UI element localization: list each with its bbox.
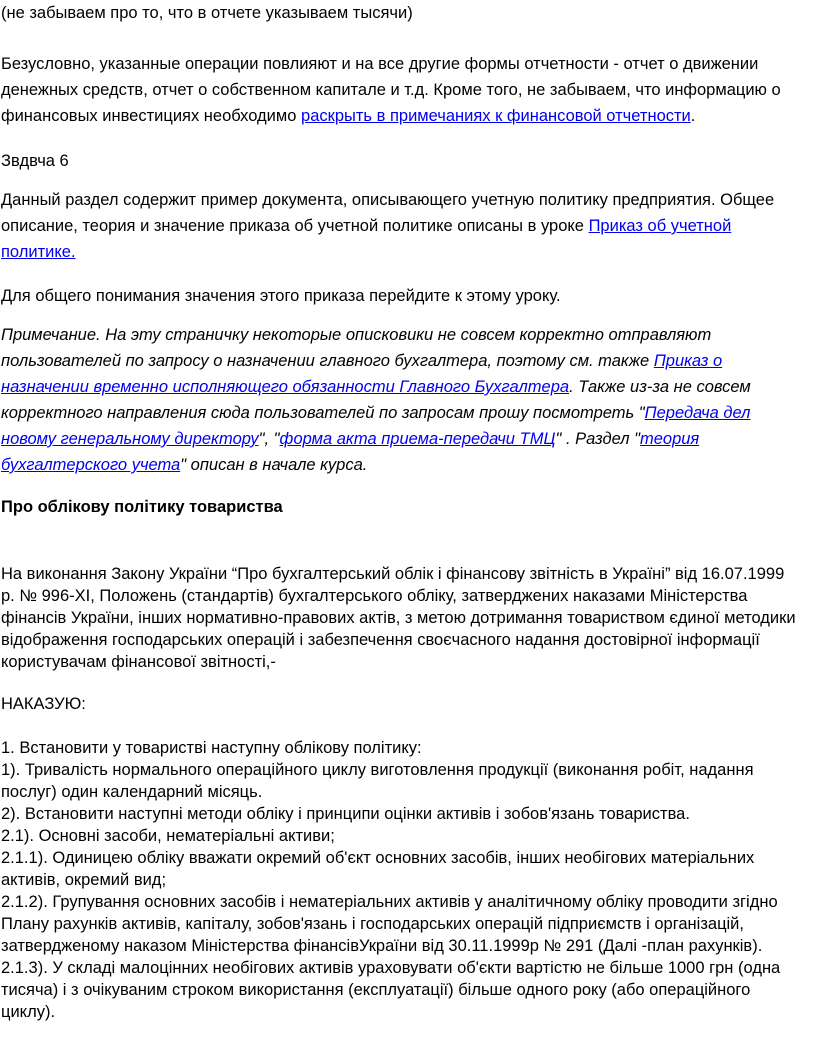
- list-item: 2.1.3). У складі малоцінних необігових активів ураховувати об'єкти вартістю не більше 1000 грн (одна тисяча) і з очікуваним строком використання (експлуатації) більше одного року (або операційного циклу).: [1, 959, 781, 1021]
- accounting-theory-link[interactable]: теория бухгалтерского учета: [1, 430, 700, 474]
- order-word: НАКАЗУЮ:: [1, 695, 86, 713]
- general-paragraph: Для общего понимания значения этого приказа перейдите к этому уроку.: [1, 287, 561, 305]
- policy-heading: Про облікову політику товариства: [1, 498, 283, 516]
- financial-notes-link[interactable]: раскрыть в примечаниях к финансовой отчетности: [301, 107, 691, 125]
- list-item: 1. Встановити у товаристві наступну облікову політику:: [1, 739, 422, 757]
- section-paragraph: Данный раздел содержит пример документа, описывающего учетную политику предприятия. Общее описание, теория и значение приказа об учетной политике описаны в уроке Приказ об учетной политике.: [1, 191, 775, 261]
- note-paragraph: Примечание. На эту страничку некоторые описковики не совсем корректно отправляют пользователей по запросу о назначении главного бухгалтера, поэтому см. также Приказ о назначении временно исполняющего обязанности Главного Бухгалтера. Также из-за не совсем корректного направления сюда пользователей по запросам прошу посмотреть "Передача дел новому генеральному директору", "форма акта приема-передачи ТМЦ" . Раздел "теория бухгалтерского учета" описан в начале курса.: [1, 326, 751, 474]
- list-item: 2.1). Основні засоби, нематеріальні активи;: [1, 827, 335, 845]
- list-item: 1). Тривалість нормального операційного циклу виготовлення продукції (виконання робіт, надання послуг) один календарний місяць.: [1, 761, 754, 801]
- acting-chief-accountant-link[interactable]: Приказ о назначении временно исполняющего обязанности Главного Бухгалтера: [1, 352, 723, 396]
- accounting-policy-order-link[interactable]: Приказ об учетной политике.: [1, 217, 732, 261]
- list-item: 2.1.2). Групування основних засобів і нематеріальних активів у аналітичному обліку проводити згідно Плану рахунків активів, капіталу, зобов'язань і господарських операцій підприємств і організацій, затвердженому наказом Міністерства фінансівУкраїни від 30.11.1999р № 291 (Далі -план рахунків).: [1, 893, 778, 955]
- operations-paragraph: Безусловно, указанные операции повлияют и на все другие формы отчетности - отчет о движении денежных средств, отчет о собственном капитале и т.д. Кроме того, не забываем, что информацию о финансовых инвестициях необходимо раскрыть в примечаниях к финансовой отчетности.: [1, 55, 781, 125]
- law-paragraph: На виконання Закону України “Про бухгалтерський облік і фінансову звітність в Україні” від 16.07.1999 р. № 996-XI, Положень (стандартів) бухгалтерського обліку, затверджених наказами Міністерства фінансів України, інших нормативно-правових актів, з метою дотримання товариством єдиної методики відображення господарських операцій і забезпечення своєчасного надання достовірної інформації користувачам фінансової звітності,-: [1, 565, 796, 671]
- director-handover-link[interactable]: Передача дел новому генеральному директору: [1, 404, 751, 448]
- tmc-transfer-act-link[interactable]: форма акта приема-передачи ТМЦ: [279, 430, 556, 448]
- list-item: 2.1.1). Одиницею обліку вважати окремий об'єкт основних засобів, інших необігових матеріальних активів, окремий вид;: [1, 849, 755, 889]
- policy-items: [1, 737, 801, 1023]
- task-heading: Звдвча 6: [1, 152, 69, 170]
- intro-paragraph: (не забываем про то, что в отчете указываем тысячи): [1, 4, 413, 22]
- list-item: 2). Встановити наступні методи обліку і принципи оцінки активів і зобов'язань товариства.: [1, 805, 690, 823]
